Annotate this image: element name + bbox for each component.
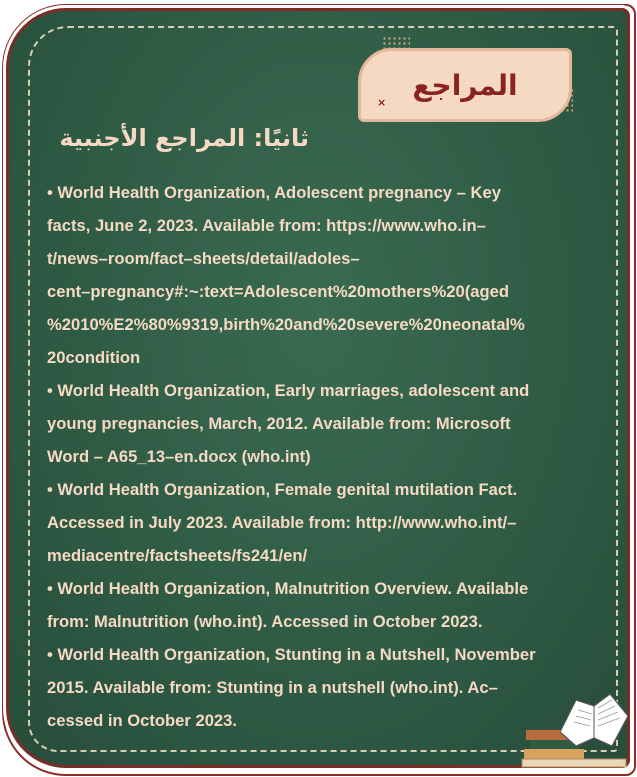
reference-item xyxy=(47,473,595,572)
page-title: المراجع xyxy=(412,68,518,102)
reference-item xyxy=(47,638,595,737)
reference-line: • World Health Organization, Stunting in a Nutshell, November xyxy=(47,645,536,664)
section-subtitle: ثانيًا: المراجع الأجنبية xyxy=(59,124,309,152)
reference-line: facts, June 2, 2023. Available from: https://www.who.in– xyxy=(47,216,486,235)
reference-line: 2015. Available from: Stunting in a nutshell (who.int). Ac– xyxy=(47,678,498,697)
reference-line: cent–pregnancy#:~:text=Adolescent%20mothers%20(aged xyxy=(47,282,510,301)
reference-line: 20condition xyxy=(47,348,141,367)
reference-item xyxy=(47,374,595,473)
reference-line: • World Health Organization, Malnutrition Overview. Available xyxy=(47,579,529,598)
reference-line: from: Malnutrition (who.int). Accessed in October 2023. xyxy=(47,612,483,631)
reference-item xyxy=(47,176,595,374)
close-mark-icon: × xyxy=(377,96,387,109)
reference-line: t/news–room/fact–sheets/detail/adoles– xyxy=(47,249,360,268)
reference-line: cessed in October 2023. xyxy=(47,711,238,730)
title-badge xyxy=(358,48,572,122)
reference-line: • World Health Organization, Female genital mutilation Fact. xyxy=(47,480,518,499)
reference-line: young pregnancies, March, 2012. Available from: Microsoft xyxy=(47,414,511,433)
reference-item xyxy=(47,572,595,638)
reference-line: • World Health Organization, Adolescent pregnancy – Key xyxy=(47,183,501,202)
reference-line: • World Health Organization, Early marriages, adolescent and xyxy=(47,381,530,400)
reference-line: Word – A65_13–en.docx (who.int) xyxy=(47,447,311,466)
reference-list xyxy=(47,176,595,737)
reference-line: mediacentre/factsheets/fs241/en/ xyxy=(47,546,308,565)
open-book-icon xyxy=(520,686,632,770)
reference-line: Accessed in July 2023. Available from: http://www.who.int/– xyxy=(47,513,517,532)
reference-line: %2010%E2%80%9319,birth%20and%20severe%20neonatal% xyxy=(47,315,525,334)
